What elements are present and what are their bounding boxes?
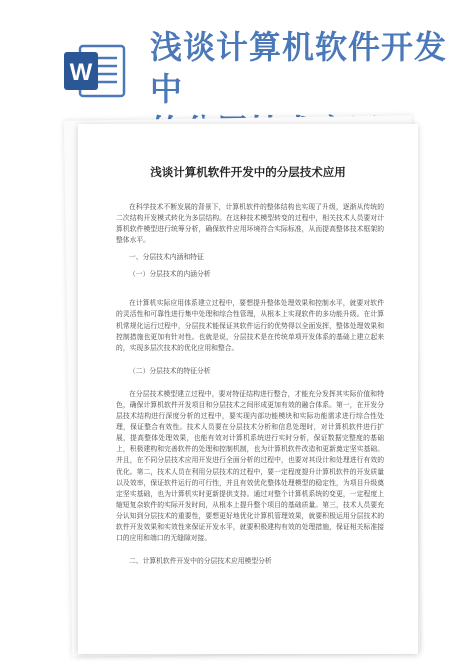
word-document-icon bbox=[62, 40, 128, 102]
section-heading-1: 一、分层技术内涵和特征 bbox=[129, 253, 204, 262]
subsection-heading-2: （二）分层技术的特征分析 bbox=[129, 366, 211, 375]
banner bbox=[0, 0, 474, 120]
word-icon-letter: W bbox=[69, 59, 93, 86]
document-body bbox=[116, 202, 384, 567]
document-page bbox=[78, 124, 418, 654]
document-title: 浅谈计算机软件开发中的分层技术应用 bbox=[150, 165, 346, 179]
paragraph-2: 在分层技术模型建立过程中，要对特征结构进行整合，才能充分发挥其实际价值和特色，确保计算机软件开发项目和分层技术之间形成更加有效的融合体系。第一，在开发分层技术结构进行深度分析的过程中，要实现内部功能模块和实际功能需求进行综合性处理，保证整合有效性。技术人员要在分层技术分析和信息处理时，对计算机软件进行扩展，提高整体处理效果，也能有效对计算机系统进行实时分析，保证数据完整度的基础上，积极建构和完善软件的处理和控制机制，也为计算机软件改造和更新奠定坚实基础。并且，在不同分层技术应用开发进行全面分析的过程中，也要对其设计和处理进行有效的优化。第二，技术人员在利用分层技术的过程中，要一定程度提升计算机软件的开发质量以及效率，保证软件运行的可行性，并且有效优化整体处理模型的稳定性，为项目升级奠定坚实基础，也为计算机实时更新提供支持。通过对整个计算机系统的变更，一定程度上缩短复杂软件的实际开发时间，从根本上提升整个项目的基础质量。第三，技术人员要充分认知到分层技术的重要性，要想更好地优化计算机管理效果，就要积极运用分层技术的软件开发效果和实效性来保证开发水平，就要积极建构有效的处理措施，保证相关标准接口的应用和端口的无缝隙对接。 bbox=[116, 389, 384, 543]
intro-paragraph: 在科学技术不断发展的背景下，计算机软件的整体结构也实现了升级，逐渐从传统的二次结构开发模式转化为多层结构。在这种技术模型转变的过程中，相关技术人员要对计算机软件模型进行统筹分析，确保软件应用环境符合实际标准，从而提高整体技术框架的整体水平。 bbox=[116, 203, 384, 245]
section-heading-2: 二、计算机软件开发中的分层技术应用模型分析 bbox=[129, 557, 272, 566]
banner-title-line-1: 浅谈计算机软件开发中 bbox=[150, 28, 448, 108]
paragraph-1: 在计算机实际应用体系建立过程中，要想提升整体处理效果和控制水平，就要对软件的灵活性和可靠性进行集中处理和综合性管理，从根本上实现软件的多功能升级。在计算机常规化运行过程中，分层技术能保证其软件运行的优势得以全面发挥，整体处理效果和控制措施也更加有针对性。也就是说，分层技术是在传统单项开发体系的基础上建立起来的，实现多层次技术的优化应用和整合。 bbox=[116, 299, 384, 352]
subsection-heading-1: （一）分层技术的内涵分析 bbox=[129, 270, 211, 279]
